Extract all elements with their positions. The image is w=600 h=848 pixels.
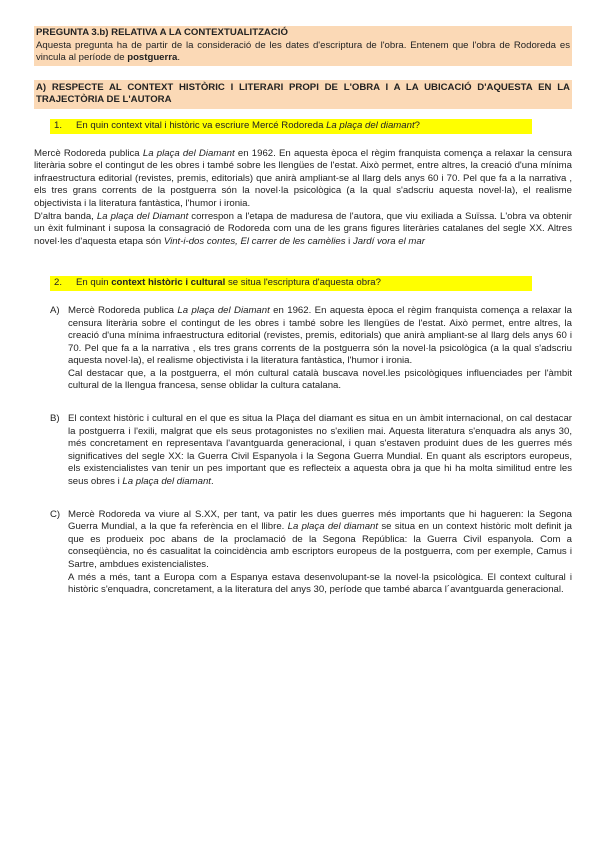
answer-1 — [34, 148, 572, 249]
section-a-heading: A) RESPECTE AL CONTEXT HISTÒRIC I LITERARI PROPI DE L'OBRA I A LA UBICACIÓ D'AQUESTA EN LA TRAJECTÒRIA DE L'AUTORA — [34, 80, 572, 109]
answer-letter: C) — [50, 508, 61, 520]
question-2: 2. En quin context històric i cultural se situa l'escriptura d'aquesta obra? — [34, 276, 572, 291]
answer-2c-paragraph-2: A més a més, tant a Europa com a Espanya estava desenvolupant-se la novel·la psicològica. El context cultural i històric s'enquadra, concretament, a la literatura del anys 30, període que també abarca l´avantguarda generacional. — [68, 571, 572, 596]
answer-2b — [50, 413, 572, 489]
answer-letter: A) — [50, 304, 60, 316]
page-title: PREGUNTA 3.b) RELATIVA A LA CONTEXTUALITZACIÓ — [36, 27, 288, 38]
intro-block — [34, 26, 572, 66]
answer-1-paragraph-2: D'altra banda, La plaça del Diamant correspon a l'etapa de maduresa de l'autora, que viu exiliada a Suïssa. L'obra va obtenir un èxit fulminant i suposa la consagració de Rodoreda com una de les grans figures literàries catalanes del segle XX. Altres novel·les d'aquesta etapa són Vint-i-dos contes, El carrer de les camèlies i Jardí vora el mar — [34, 210, 572, 247]
answer-2c — [50, 508, 572, 597]
answer-2c-paragraph-1: Mercè Rodoreda va viure al S.XX, per tant, va patir les dues guerres més importants que hi hagueren: la Segona Guerra Mundial, a la que fa referència en el llibre. La plaça del diamant se situa en un context històric molt definit ja que es produeix poc abans de la proclamació de la Segona República: la Guerra Civil espanyola. Com a conseqüència, no és casualitat la coincidència amb escriptors europeus de la postguerra, com per exemple, Camus i Sartre, ambdues existencialistes. — [68, 508, 572, 570]
answer-2a-paragraph-1: Mercè Rodoreda publica La plaça del Diamant en 1962. En aquesta època el règim franquista comença a relaxar la censura literària sobre el contingut de les obres i també sobre les llengües de l'estat. Això permet, entre altres, la creació d'una mínima infraestructura editorial (revistes, premis, editorials) que anirà ampliant-se al llarg dels anys 60 i 70. Pel que fa a la narrativa , els tres grans corrents de la postguerra són la novel·la psicològica (a la qual s'adscriu aquesta novel·la), el realisme objectivista i la literatura fantàstica, l'humor i ironia. — [68, 304, 572, 367]
answer-letter: B) — [50, 413, 60, 425]
answer-2b-paragraph: El context històric i cultural en el que es situa la Plaça del diamant es situa en un àmbit internacional, on cal destacar la postguerra i l'exili, malgrat que els seus protagonistes no s'exilien mai. Aquesta literatura s'enquadra als anys 30, més concretament en representava l'avantguarda generacional, i quan s'estaven produint dues de les guerres més significatives del segle XX: la Guerra Civil Espanyola i la Segona Guerra Mundial. En quant als escriptors europeus, els existencialistes van tenir un pes important que es reflecteix a aquesta obra ja que hi ha molta similitud entre les seus obres i La plaça del diamant. — [68, 413, 572, 488]
question-1: 1. En quin context vital i històric va escriure Mercé Rodoreda La plaça del diamant? — [34, 119, 572, 134]
answer-2a-paragraph-2: Cal destacar que, a la postguerra, el món cultural català buscava novel.les psicològiques influenciades per l'àmbit cultural de la llengua francesa, sense oblidar la cultura catalana. — [68, 367, 572, 392]
document-page — [34, 26, 572, 597]
answer-1-paragraph-1: Mercè Rodoreda publica La plaça del Diamant en 1962. En aquesta època el règim franquista comença a relaxar la censura literària sobre el contingut de les obres i també sobre les llengües de l'estat. Això permet, entre altres, la creació d'una mínima infraestructura editorial (revistes, premis, editorials) que anirà ampliant-se al llarg dels anys 60 i 70. Pel que fa a la narrativa , els tres grans corrents de la postguerra són la novel·la psicològica (a la qual s'adscriu aquesta novel·la), el realisme objectivista i la literatura fantàstica, l'humor i ironia. — [34, 147, 572, 209]
intro-text: Aquesta pregunta ha de partir de la consideració de les dates d'escriptura de l'obra. Entenem que l'obra de Rodoreda es vincula al període de postguerra. — [36, 39, 570, 64]
answer-2a — [50, 304, 572, 393]
